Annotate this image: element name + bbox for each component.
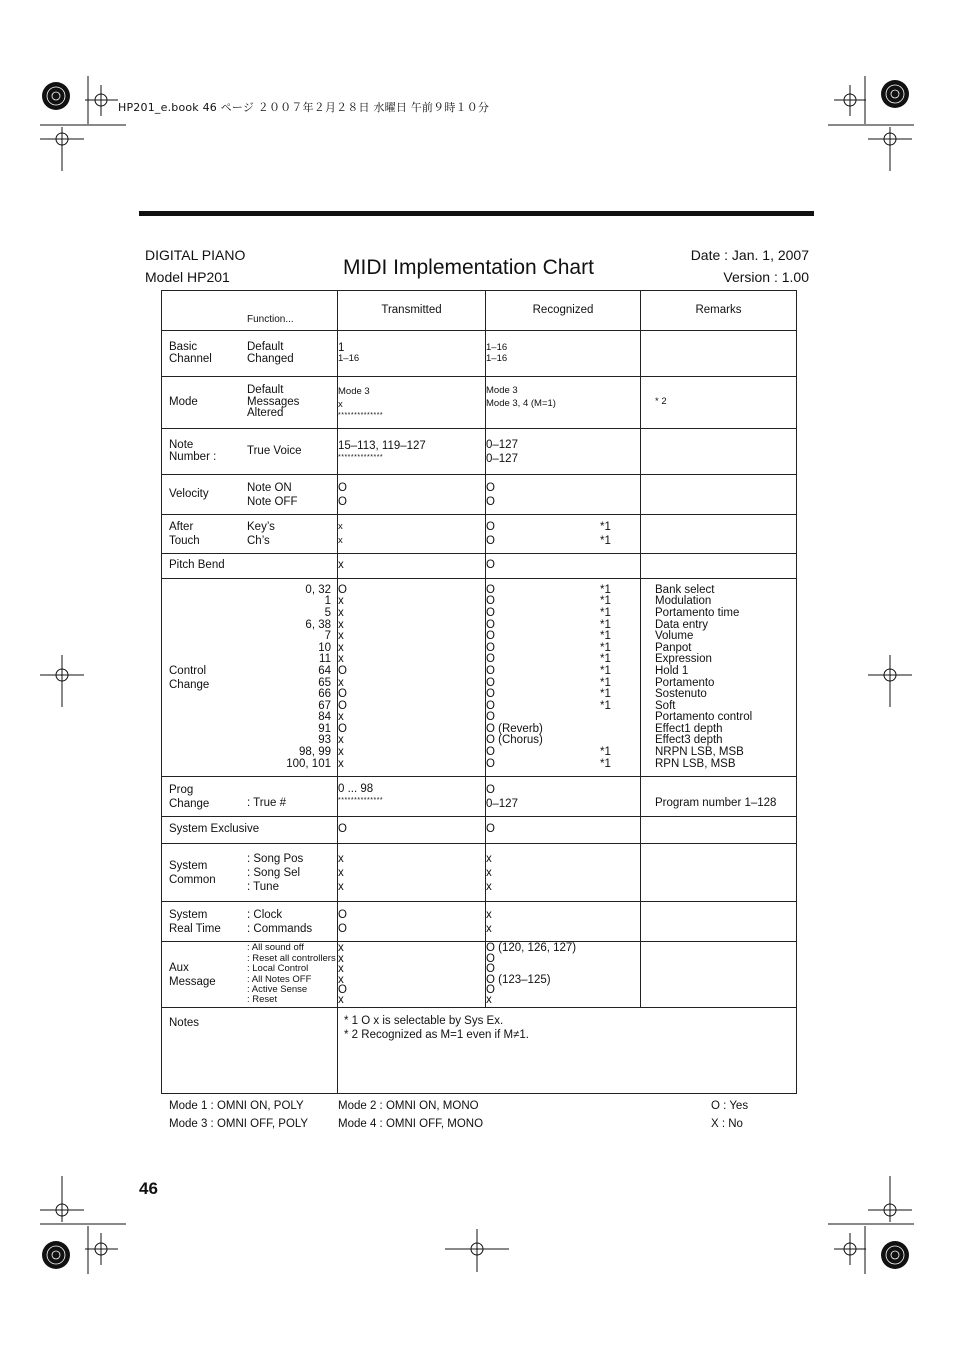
model-name: Model HP201: [145, 269, 230, 285]
tx-value: x: [338, 653, 344, 666]
remark-line: Hold 1: [655, 664, 689, 677]
row-sublabel: : Song Pos: [247, 852, 304, 865]
table-row: [162, 515, 797, 554]
transmitted-cell: [338, 475, 486, 515]
mode1-legend: Mode 1 : OMNI ON, POLY: [169, 1100, 304, 1112]
row-label: Aux: [169, 961, 189, 974]
remark-line: Volume: [655, 630, 694, 643]
tx-value: O: [338, 583, 347, 596]
function-cell: Pitch Bend: [162, 554, 338, 579]
mode2-legend: Mode 2 : OMNI ON, MONO: [338, 1100, 479, 1112]
tx-value: O: [338, 983, 347, 996]
row-sublabel: : Commands: [247, 922, 313, 935]
remarks-cell: [641, 475, 797, 515]
rx-value: 1–16: [486, 342, 508, 354]
rx-row: [486, 747, 640, 759]
rx-note: *1: [600, 583, 611, 596]
table-row: [162, 377, 797, 429]
recognized-cell: [486, 331, 641, 377]
row-label: Number :: [169, 450, 217, 463]
notes-label: Notes: [162, 1008, 338, 1094]
row-sublabel: Note OFF: [247, 495, 298, 508]
page-title: MIDI Implementation Chart: [343, 256, 594, 279]
tx-value: x: [338, 963, 344, 976]
rx-value: O: [486, 641, 495, 654]
table-row: [162, 579, 797, 777]
row-sublabel: Altered: [247, 407, 284, 420]
cc-number: 7: [324, 630, 331, 643]
rx-row: [486, 631, 640, 643]
row-sublabel: : Reset: [247, 994, 278, 1006]
row-sublabel: : True #: [247, 796, 286, 809]
mode4-legend: Mode 4 : OMNI OFF, MONO: [338, 1118, 484, 1130]
remark-line: RPN LSB, MSB: [655, 757, 736, 770]
row-sublabel: Note ON: [247, 481, 292, 494]
cc-number: 65: [318, 676, 331, 689]
rx-value: O (Chorus): [486, 734, 543, 747]
rx-value: O: [486, 495, 495, 508]
rx-note: *1: [600, 630, 611, 643]
table-row: [162, 554, 797, 579]
rx-value: x: [486, 994, 492, 1007]
row-sublabel: True Voice: [247, 444, 302, 457]
tx-value: O: [338, 481, 347, 494]
header-rule: [139, 211, 814, 216]
row-sublabel: : All Notes OFF: [247, 973, 312, 985]
remark-line: Data entry: [655, 618, 709, 631]
row-sublabel: : Tune: [247, 880, 279, 893]
rx-value: O: [486, 583, 495, 596]
tx-value: x: [338, 399, 343, 410]
tx-value: x: [338, 994, 344, 1007]
row-label: System: [169, 908, 208, 921]
tx-value: **************: [338, 412, 384, 419]
rx-value: 0–127: [486, 797, 518, 810]
rx-row: [486, 608, 640, 620]
row-label: Note: [169, 438, 194, 451]
cc-number: 93: [318, 734, 331, 747]
tx-value: **************: [338, 453, 384, 461]
recognized-cell: [486, 579, 641, 777]
tx-value: x: [338, 535, 343, 546]
rx-note: *1: [600, 606, 611, 619]
rx-row: [486, 596, 640, 608]
rx-value: O: [486, 653, 495, 666]
tx-value: x: [338, 630, 344, 643]
tx-value: x: [338, 595, 344, 608]
rx-row: [486, 759, 640, 771]
tx-value: x: [338, 711, 344, 724]
rx-row: [486, 620, 640, 632]
rx-value: O (120, 126, 127): [486, 942, 577, 955]
tx-value: x: [338, 618, 344, 631]
remark-line: Portamento control: [655, 711, 753, 724]
mode3-legend: Mode 3 : OMNI OFF, POLY: [169, 1118, 309, 1130]
row-sublabel: Default: [247, 384, 284, 397]
cc-number: 91: [318, 722, 331, 735]
tx-value: x: [338, 880, 344, 893]
table-header-row: [162, 291, 797, 331]
transmitted-cell: [338, 429, 486, 475]
rx-value: O: [486, 746, 495, 759]
row-label: Change: [169, 797, 210, 810]
remark-line: Effect3 depth: [655, 734, 723, 747]
function-cell: [162, 331, 338, 377]
remark-line: Sostenuto: [655, 688, 707, 701]
cc-number: 11: [319, 653, 331, 666]
row-label: Change: [169, 678, 210, 691]
remarks-cell: [641, 429, 797, 475]
transmitted-cell: O: [338, 817, 486, 844]
tx-value: x: [338, 676, 344, 689]
rx-value: O: [486, 630, 495, 643]
transmitted-cell: [338, 331, 486, 377]
cc-number-list: [247, 585, 337, 771]
table-row: [162, 429, 797, 475]
recognized-cell: [486, 475, 641, 515]
transmitted-cell: [338, 515, 486, 554]
print-header: HP201_e.book 46 ページ ２００７年２月２８日 水曜日 午前９時１０分: [118, 101, 490, 114]
cc-number: 10: [318, 641, 331, 654]
function-cell: [162, 377, 338, 429]
rx-value: O (123–125): [486, 973, 551, 986]
recognized-header: Recognized: [486, 291, 641, 331]
tx-value: O: [338, 664, 347, 677]
remarks-cell: [641, 844, 797, 902]
rx-value: O: [486, 711, 495, 724]
remarks-cell: [641, 515, 797, 554]
remarks-cell: [641, 331, 797, 377]
row-sublabel: Messages: [247, 395, 300, 408]
table-row: [162, 942, 797, 1008]
rx-note: *1: [600, 618, 611, 631]
remark-line: Portamento time: [655, 606, 740, 619]
remarks-cell: Program number 1–128: [641, 777, 797, 817]
row-label: System: [169, 859, 208, 872]
chart-date: Date : Jan. 1, 2007: [690, 247, 809, 263]
tx-value: O: [338, 495, 347, 508]
tx-value: x: [338, 746, 344, 759]
row-sublabel: Changed: [247, 352, 294, 365]
midi-implementation-table: [161, 290, 797, 1094]
tx-value: O: [338, 908, 347, 921]
function-header: Function...: [247, 313, 294, 325]
rx-value: O: [486, 676, 495, 689]
transmitted-cell: [338, 579, 486, 777]
tx-value: x: [338, 521, 343, 532]
recognized-cell: [486, 777, 641, 817]
transmitted-cell: [338, 777, 486, 817]
remark-line: Panpot: [655, 641, 692, 654]
cc-number: 64: [318, 664, 331, 677]
table-row: [162, 777, 797, 817]
rx-row: [486, 678, 640, 690]
recognized-cell: [486, 902, 641, 942]
transmitted-cell: [338, 844, 486, 902]
remark-line: NRPN LSB, MSB: [655, 746, 744, 759]
row-label: After: [169, 521, 194, 533]
rx-value: 0–127: [486, 452, 518, 465]
transmitted-cell: x: [338, 554, 486, 579]
row-label: Mode: [169, 395, 198, 408]
no-legend: X : No: [711, 1118, 743, 1130]
remark-line: Portamento: [655, 676, 715, 689]
row-label: Velocity: [169, 487, 209, 500]
tx-value: 0 ... 98: [338, 783, 374, 795]
cc-number: 98, 99: [299, 746, 331, 759]
tx-value: **************: [338, 796, 384, 804]
remarks-cell: [641, 579, 797, 777]
rx-value: Mode 3, 4 (M=1): [486, 397, 556, 409]
row-sublabel: Ch’s: [247, 535, 270, 547]
tx-value: x: [338, 606, 344, 619]
product-name: DIGITAL PIANO: [145, 247, 246, 263]
tx-value: x: [338, 852, 344, 865]
tx-value: x: [338, 641, 344, 654]
rx-value: O: [486, 783, 495, 796]
rx-value: O (Reverb): [486, 722, 543, 735]
transmitted-header: Transmitted: [338, 291, 486, 331]
recognized-cell: O: [486, 554, 641, 579]
rx-value: 0–127: [486, 438, 518, 451]
rx-value: O: [486, 963, 495, 976]
table-row: [162, 331, 797, 377]
notes-cell: [338, 1008, 797, 1094]
function-cell: [162, 942, 338, 1008]
rx-value: x: [486, 852, 492, 865]
rx-value: O: [486, 757, 495, 770]
remarks-cell: * 2: [641, 377, 797, 429]
row-sublabel: : Local Control: [247, 963, 309, 975]
tx-value: O: [338, 922, 347, 935]
rx-note: *1: [600, 664, 611, 677]
function-cell: System Exclusive: [162, 817, 338, 844]
recognized-cell: [486, 942, 641, 1008]
remarks-header: Remarks: [641, 291, 797, 331]
cc-number: 1: [324, 595, 331, 608]
tx-value: O: [338, 688, 347, 701]
rx-note: *1: [600, 653, 611, 666]
rx-value: O: [486, 535, 495, 547]
transmitted-cell: [338, 902, 486, 942]
rx-row: [486, 735, 640, 747]
rx-value: O: [486, 688, 495, 701]
remarks-cell: [641, 942, 797, 1008]
cc-number: 67: [318, 699, 331, 712]
remarks-cell: [641, 902, 797, 942]
rx-value: x: [486, 908, 492, 921]
rx-note: *1: [600, 641, 611, 654]
function-cell: [162, 429, 338, 475]
rx-value: 1–16: [486, 352, 508, 364]
aux-sublabel-list: [247, 943, 337, 1005]
row-label: Common: [169, 873, 216, 886]
rx-note: *1: [600, 595, 611, 608]
tx-value: O: [338, 722, 347, 735]
rx-row: [486, 585, 640, 597]
tx-value: x: [338, 734, 344, 747]
rx-value: O: [486, 595, 495, 608]
remark-line: Expression: [655, 653, 712, 666]
rx-value: O: [486, 481, 495, 494]
function-cell: [162, 844, 338, 902]
recognized-cell: [486, 515, 641, 554]
row-sublabel: : Reset all controllers: [247, 952, 336, 964]
row-label: Touch: [169, 535, 200, 547]
rx-note: *1: [600, 757, 611, 770]
remark-line: Modulation: [655, 595, 712, 608]
row-sublabel: : Clock: [247, 908, 283, 921]
row-label: Real Time: [169, 922, 221, 935]
rx-row: [486, 654, 640, 666]
rx-note: *1: [600, 521, 611, 533]
function-cell: [162, 777, 338, 817]
cc-number: 84: [318, 711, 331, 724]
function-cell: [162, 579, 338, 777]
rx-value: O: [486, 664, 495, 677]
tx-value: x: [338, 942, 344, 955]
row-label: Channel: [169, 352, 212, 365]
rx-note: *1: [600, 676, 611, 689]
cc-number: 5: [324, 606, 331, 619]
rx-note: *1: [600, 699, 611, 712]
tx-value: Mode 3: [338, 386, 370, 397]
row-sublabel: Default: [247, 340, 284, 353]
remark-line: Effect1 depth: [655, 722, 723, 735]
row-sublabel: Key’s: [247, 521, 275, 533]
note-line: * 2 Recognized as M=1 even if M≠1.: [344, 1029, 529, 1041]
cc-number: 0, 32: [305, 583, 331, 596]
rx-value: O: [486, 699, 495, 712]
tx-value: 1–16: [338, 353, 360, 365]
tx-value: x: [338, 866, 344, 879]
recognized-cell: [486, 429, 641, 475]
table-row: [162, 817, 797, 844]
function-cell: [162, 902, 338, 942]
rx-row: [486, 666, 640, 678]
function-header-cell: [162, 291, 338, 331]
rx-value: O: [486, 606, 495, 619]
tx-value: x: [338, 757, 344, 770]
rx-row: [486, 701, 640, 713]
recognized-cell: [486, 377, 641, 429]
tx-value: x: [338, 952, 344, 965]
tx-value: 1: [338, 341, 345, 354]
remark-line: Bank select: [655, 583, 715, 596]
rx-note: *1: [600, 688, 611, 701]
table-row: [162, 902, 797, 942]
cc-number: 66: [318, 688, 331, 701]
recognized-cell: [486, 844, 641, 902]
table-row: [162, 475, 797, 515]
rx-value: Mode 3: [486, 384, 518, 396]
remark-line: Soft: [655, 699, 676, 712]
table-row: [162, 844, 797, 902]
row-sublabel: : Active Sense: [247, 983, 308, 995]
rx-value: x: [486, 880, 492, 893]
row-label: Message: [169, 975, 216, 988]
rx-note: *1: [600, 746, 611, 759]
row-label: Basic: [169, 340, 198, 353]
remarks-cell: [641, 554, 797, 579]
function-cell: [162, 515, 338, 554]
tx-value: 15–113, 119–127: [338, 440, 426, 453]
tx-value: x: [338, 973, 344, 986]
rx-row: [486, 643, 640, 655]
rx-note: *1: [600, 535, 611, 547]
function-cell: [162, 475, 338, 515]
row-label: Control: [169, 664, 207, 677]
cc-number: 100, 101: [286, 757, 331, 770]
transmitted-cell: [338, 377, 486, 429]
rx-row: [486, 689, 640, 701]
rx-value: O: [486, 983, 495, 996]
recognized-cell: O: [486, 817, 641, 844]
transmitted-cell: [338, 942, 486, 1008]
remarks-cell: [641, 817, 797, 844]
tx-value: O: [338, 699, 347, 712]
rx-value: x: [486, 922, 492, 935]
rx-value: O: [486, 521, 495, 533]
table-row: [162, 1008, 797, 1094]
row-sublabel: : Song Sel: [247, 866, 301, 879]
yes-legend: O : Yes: [711, 1100, 749, 1112]
rx-value: O: [486, 618, 495, 631]
cc-number: 6, 38: [305, 618, 331, 631]
row-label: Prog: [169, 783, 194, 796]
rx-value: x: [486, 866, 492, 879]
chart-version: Version : 1.00: [723, 269, 809, 285]
note-line: * 1 O x is selectable by Sys Ex.: [344, 1015, 504, 1027]
rx-value: O: [486, 952, 495, 965]
page-number: 46: [139, 1179, 158, 1198]
row-sublabel: : All sound off: [247, 942, 304, 954]
